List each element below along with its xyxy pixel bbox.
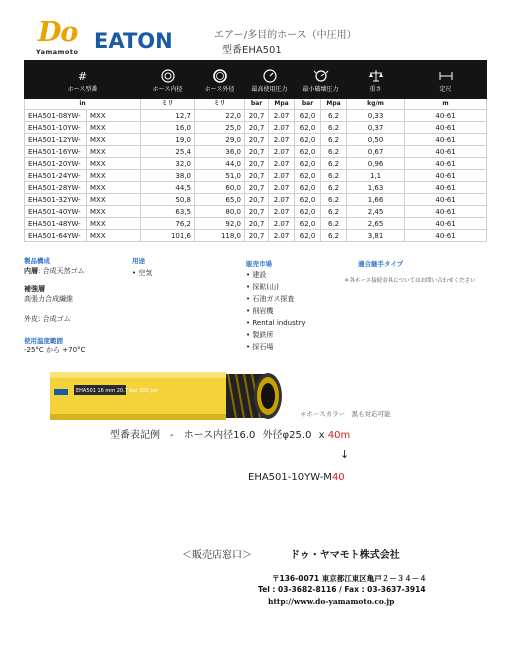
table-cell: 62,0 — [295, 230, 321, 242]
table-cell: MXX — [87, 194, 141, 206]
eaton-logo: EATON — [94, 29, 173, 53]
unit-cell: m — [405, 99, 487, 110]
inner-value: : 合成天然ゴム — [38, 267, 85, 275]
temperature-heading: 使用温度範囲 — [24, 337, 63, 345]
table-cell: 6.2 — [321, 194, 347, 206]
table-row — [25, 134, 487, 146]
header-part-label: ホース型番 — [67, 86, 98, 93]
table-cell: EHA501-16YW- — [25, 146, 87, 158]
header-id — [141, 61, 195, 99]
example-od-label: 外径φ — [262, 430, 290, 441]
table-cell: 20,7 — [245, 158, 269, 170]
table-cell: 2.07 — [269, 230, 295, 242]
header-max-working-label: 最高使用圧力 — [251, 86, 288, 93]
table-cell: EHA501-20YW- — [25, 158, 87, 170]
table-cell: 40-61 — [405, 206, 487, 218]
table-cell: 65,0 — [195, 194, 245, 206]
table-cell: 20,7 — [245, 194, 269, 206]
table-cell: 62,0 — [295, 206, 321, 218]
table-cell: 6.2 — [321, 170, 347, 182]
table-cell: 0,50 — [347, 134, 405, 146]
table-cell: 2.07 — [269, 218, 295, 230]
table-cell: 62,0 — [295, 134, 321, 146]
example-od: 25.0 — [289, 430, 312, 441]
dealer-name: ドゥ・ヤマモト株式会社 — [290, 550, 400, 561]
table-row — [25, 206, 487, 218]
table-cell: 19,0 — [141, 134, 195, 146]
dealer-label: ＜販売店窓口＞ — [182, 550, 252, 561]
dealer-address: 〒136-0071 東京都江東区亀戸２－３４－４ — [272, 574, 427, 583]
table-cell: 62,0 — [295, 146, 321, 158]
table-cell: 1,1 — [347, 170, 405, 182]
table-cell: MXX — [87, 230, 141, 242]
unit-cell: Mpa — [321, 99, 347, 110]
hose-image — [50, 368, 286, 426]
document-title: エアー/多目的ホース（中圧用） — [214, 30, 357, 41]
table-cell: 62,0 — [295, 182, 321, 194]
table-cell: 44,0 — [195, 158, 245, 170]
example-code-length: 40 — [331, 472, 345, 483]
table-cell: 62,0 — [295, 218, 321, 230]
header-length — [405, 61, 487, 99]
table-row — [25, 230, 487, 242]
table-cell: 118,0 — [195, 230, 245, 242]
header-min-burst-label: 最小破壊圧力 — [302, 86, 339, 93]
reinforce-value: 高張力合成繊維 — [24, 295, 73, 303]
fittings-heading: 適合継手タイプ — [358, 260, 404, 268]
inner-label: 内層 — [24, 267, 38, 275]
table-cell: EHA501-32YW- — [25, 194, 87, 206]
unit-cell: kg/m — [347, 99, 405, 110]
header-min-burst — [295, 61, 347, 99]
table-cell: 32,0 — [141, 158, 195, 170]
header-od-label: ホース外径 — [204, 86, 235, 93]
table-cell: 2.07 — [269, 206, 295, 218]
table-cell: 40-61 — [405, 230, 487, 242]
hose-outer-diameter-icon — [213, 69, 227, 83]
table-cell: 92,0 — [195, 218, 245, 230]
table-cell: EHA501-64YW- — [25, 230, 87, 242]
example-prefix: 型番表記例 - ホース内径 — [110, 430, 234, 441]
table-cell: EHA501-28YW- — [25, 182, 87, 194]
document-subtitle: 型番EHA501 — [222, 45, 282, 56]
table-cell: 16,0 — [141, 122, 195, 134]
table-cell: 20,7 — [245, 206, 269, 218]
pressure-gauge-icon — [263, 69, 277, 83]
table-cell: 76,2 — [141, 218, 195, 230]
example-length: 40m — [327, 430, 351, 441]
table-cell: 60,0 — [195, 182, 245, 194]
table-cell: 101,6 — [141, 230, 195, 242]
table-cell: 40-61 — [405, 170, 487, 182]
table-cell: 22,0 — [195, 110, 245, 122]
do-yamamoto-logo-sub: Yamamoto — [36, 48, 79, 56]
table-cell: MXX — [87, 146, 141, 158]
table-cell: 40-61 — [405, 182, 487, 194]
table-cell: EHA501-48YW- — [25, 218, 87, 230]
table-cell: 20,7 — [245, 134, 269, 146]
hose-print-text: EHA501 16 mm 20.7 bar 300 psi — [76, 388, 158, 394]
table-units-row — [25, 99, 487, 110]
hose-color-note: ＊ホースカラー 黒も対応可能 — [300, 410, 391, 418]
table-cell: 0,67 — [347, 146, 405, 158]
materials-section — [24, 256, 85, 355]
header-length-label: 定尺 — [439, 86, 452, 93]
table-row — [25, 146, 487, 158]
table-cell: MXX — [87, 134, 141, 146]
table-cell: 25,4 — [141, 146, 195, 158]
table-cell: 20,7 — [245, 122, 269, 134]
unit-cell: bar — [295, 99, 321, 110]
fittings-note: ＊各ホース接続金具についてはお問い合わせください — [344, 278, 476, 284]
unit-cell: ミリ — [195, 99, 245, 110]
example-id: 16.0 — [233, 430, 256, 441]
example-formula — [110, 426, 350, 441]
application-item: • 空気 — [132, 269, 153, 277]
dealer-url[interactable]: http://www.do-yamamoto.co.jp — [268, 597, 395, 606]
table-cell: MXX — [87, 170, 141, 182]
header-weight — [347, 61, 405, 99]
table-cell: 62,0 — [295, 170, 321, 182]
table-cell: MXX — [87, 110, 141, 122]
table-cell: 40-61 — [405, 218, 487, 230]
do-yamamoto-logo: Do — [38, 17, 78, 48]
table-cell: EHA501-24YW- — [25, 170, 87, 182]
table-cell: 62,0 — [295, 110, 321, 122]
table-cell: 2.07 — [269, 110, 295, 122]
table-cell: MXX — [87, 122, 141, 134]
reinforce-label: 補強層 — [24, 285, 45, 293]
header-od — [195, 61, 245, 99]
table-cell: 3,81 — [347, 230, 405, 242]
table-cell: 2.07 — [269, 122, 295, 134]
table-header-row — [25, 61, 487, 99]
table-row — [25, 182, 487, 194]
table-row — [25, 170, 487, 182]
table-cell: EHA501-40YW- — [25, 206, 87, 218]
table-cell: 2,45 — [347, 206, 405, 218]
market-item: • Rental industry — [246, 319, 306, 327]
table-cell: 6.2 — [321, 146, 347, 158]
market-item: • 製鉄所 — [246, 331, 274, 339]
header-weight-label: 重さ — [369, 86, 382, 93]
header-id-label: ホース内径 — [152, 86, 183, 93]
table-cell: 6.2 — [321, 182, 347, 194]
table-cell: 62,0 — [295, 158, 321, 170]
header-max-working — [245, 61, 295, 99]
table-cell: 0,96 — [347, 158, 405, 170]
table-cell: 20,7 — [245, 146, 269, 158]
burst-gauge-icon — [313, 69, 329, 83]
table-cell: 0,33 — [347, 110, 405, 122]
materials-heading: 製品構成 — [24, 257, 50, 265]
table-cell: 20,7 — [245, 182, 269, 194]
fittings-section — [344, 259, 504, 284]
table-cell: 40-61 — [405, 110, 487, 122]
markets-list — [246, 269, 306, 353]
table-cell: 6.2 — [321, 110, 347, 122]
spec-table — [24, 60, 487, 242]
spec-table-body — [25, 110, 487, 242]
table-cell: 2.07 — [269, 146, 295, 158]
table-cell: EHA501-12YW- — [25, 134, 87, 146]
header-part — [25, 61, 141, 99]
scale-icon — [368, 69, 384, 83]
table-row — [25, 158, 487, 170]
table-cell: 2.07 — [269, 170, 295, 182]
table-cell: 44,5 — [141, 182, 195, 194]
table-cell: 12,7 — [141, 110, 195, 122]
table-cell: 40-61 — [405, 158, 487, 170]
table-cell: 40-61 — [405, 122, 487, 134]
market-item: • 削岩機 — [246, 307, 274, 315]
market-item: • 採鉱(山) — [246, 283, 279, 291]
example-code — [248, 472, 345, 483]
table-cell: 40-61 — [405, 146, 487, 158]
table-cell: 2.07 — [269, 194, 295, 206]
table-cell: 1,63 — [347, 182, 405, 194]
table-cell: MXX — [87, 158, 141, 170]
hash-icon: # — [77, 70, 88, 83]
application-section — [132, 256, 152, 278]
table-cell: 36,0 — [195, 146, 245, 158]
application-heading: 用途 — [132, 257, 145, 265]
table-cell: 62,0 — [295, 194, 321, 206]
table-cell: 50,8 — [141, 194, 195, 206]
table-row — [25, 110, 487, 122]
table-cell: 63,5 — [141, 206, 195, 218]
markets-heading: 販売市場 — [246, 260, 272, 268]
table-row — [25, 194, 487, 206]
dealer-phone: Tel : 03-3682-8116 / Fax : 03-3637-3914 — [258, 585, 426, 594]
unit-cell: ミリ — [141, 99, 195, 110]
table-cell: 2.07 — [269, 134, 295, 146]
table-cell: 2,65 — [347, 218, 405, 230]
unit-cell: in — [25, 99, 141, 110]
table-cell: 6.2 — [321, 206, 347, 218]
market-item: • 採石場 — [246, 343, 274, 351]
table-cell: 40-61 — [405, 194, 487, 206]
table-cell: 51,0 — [195, 170, 245, 182]
length-icon — [439, 69, 453, 83]
example-x: x — [318, 430, 325, 441]
unit-cell: Mpa — [269, 99, 295, 110]
table-cell: 6.2 — [321, 218, 347, 230]
example-code-main: EHA501-10YW-M — [248, 472, 332, 483]
table-cell: 6.2 — [321, 134, 347, 146]
table-cell: EHA501-10YW- — [25, 122, 87, 134]
table-cell: 80,0 — [195, 206, 245, 218]
table-cell: 29,0 — [195, 134, 245, 146]
table-cell: 40-61 — [405, 134, 487, 146]
hose-inner-diameter-icon — [161, 69, 175, 83]
table-cell: 20,7 — [245, 230, 269, 242]
table-cell: 6.2 — [321, 122, 347, 134]
table-cell: MXX — [87, 218, 141, 230]
unit-cell: bar — [245, 99, 269, 110]
table-cell: 25,0 — [195, 122, 245, 134]
market-item: • 建設 — [246, 271, 267, 279]
table-cell: 20,7 — [245, 218, 269, 230]
table-cell: 0,37 — [347, 122, 405, 134]
table-cell: 2.07 — [269, 158, 295, 170]
table-cell: MXX — [87, 182, 141, 194]
outer-value: 外皮: 合成ゴム — [24, 315, 71, 323]
table-cell: 20,7 — [245, 110, 269, 122]
table-cell: MXX — [87, 206, 141, 218]
market-item: • 石油ガス探査 — [246, 295, 295, 303]
table-cell: 6.2 — [321, 230, 347, 242]
table-cell: 2.07 — [269, 182, 295, 194]
table-cell: 20,7 — [245, 170, 269, 182]
markets-section — [246, 259, 306, 353]
down-arrow-icon: ↓ — [340, 448, 350, 461]
table-row — [25, 122, 487, 134]
table-row — [25, 218, 487, 230]
table-cell: 1,66 — [347, 194, 405, 206]
table-cell: EHA501-08YW- — [25, 110, 87, 122]
table-cell: 62,0 — [295, 122, 321, 134]
table-cell: 38,0 — [141, 170, 195, 182]
table-cell: 6.2 — [321, 158, 347, 170]
temperature-value: -25°C から +70°C — [24, 346, 86, 354]
